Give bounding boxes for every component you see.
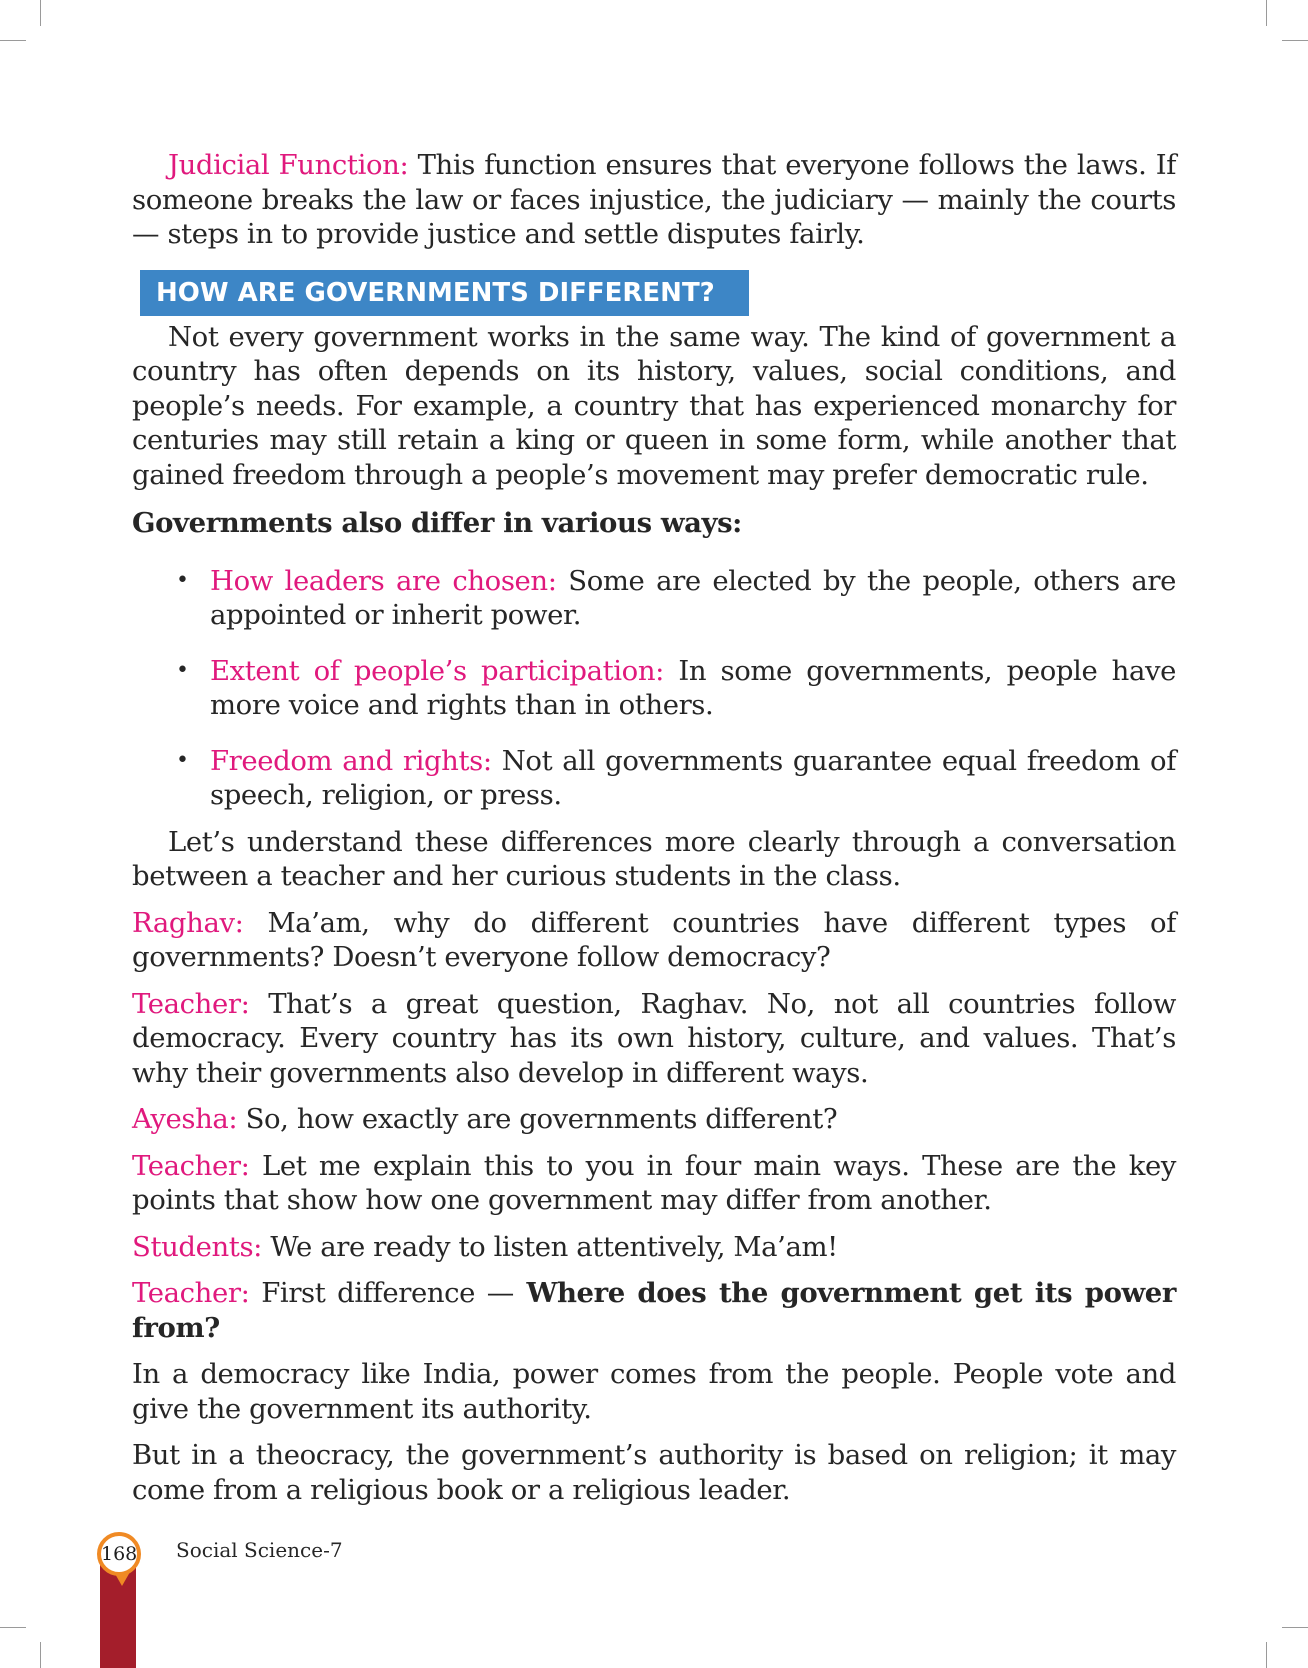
page-content: [132, 148, 1176, 1507]
speaker-name: Students:: [132, 1230, 263, 1263]
bullet-text: Some are elected by the people, others are appointed or inherit power.: [210, 564, 1176, 631]
crop-mark: [40, 0, 41, 26]
judicial-label: Judicial Function:: [168, 149, 409, 181]
crop-mark: [1266, 0, 1267, 26]
judicial-paragraph: [132, 148, 1176, 252]
dialogue-line: [132, 906, 1176, 975]
intro-paragraph: Not every government works in the same way. The kind of government a country has often depends on its history, values, social conditions, and people’s needs. For example, a country that has experienced monarchy for centuries may still retain a king or queen in some form, while another that gained freedom through a people’s movement may prefer democratic rule.: [132, 320, 1176, 491]
speaker-name: Teacher:: [132, 1149, 250, 1182]
dialogue-text: So, how exactly are governments different?: [237, 1103, 838, 1135]
book-title: Social Science-7: [176, 1538, 343, 1562]
bullet-label: Freedom and rights:: [210, 744, 492, 777]
theocracy-paragraph: But in a theocracy, the government’s authority is based on religion; it may come from a religious book or a religious leader.: [132, 1439, 1176, 1506]
differences-list: [132, 564, 1176, 813]
lead-in-paragraph: Let’s understand these differences more clearly through a conversation between a teacher and her curious students in the class.: [132, 825, 1176, 892]
crop-mark: [1282, 1627, 1308, 1628]
speaker-name: Teacher:: [132, 1277, 250, 1309]
dialogue-text: That’s a great question, Raghav. No, not all countries follow democracy. Every country has its own history, culture, and values. That’s why their governments also develop in different ways.: [132, 987, 1176, 1089]
bullet-label: How leaders are chosen:: [210, 564, 557, 597]
crop-mark: [0, 40, 26, 41]
dialogue-text: Ma’am, why do different countries have different types of governments? Doesn’t everyone follow democracy?: [132, 906, 1176, 973]
speaker-name: Raghav:: [132, 906, 244, 939]
speaker-name: Ayesha:: [132, 1103, 238, 1135]
bullet-text: Not all governments guarantee equal freedom of speech, religion, or press.: [210, 744, 1176, 811]
bullet-icon: •: [176, 567, 189, 593]
bullet-label: Extent of people’s participation:: [210, 654, 664, 687]
dialogue-line: [132, 987, 1176, 1091]
democracy-paragraph: In a democracy like India, power comes from the people. People vote and give the government its authority.: [132, 1358, 1176, 1425]
bullet-icon: •: [176, 657, 189, 683]
dialogue-line: [132, 1230, 1176, 1265]
dialogue-text: First difference —: [249, 1277, 514, 1309]
dialogue-text: Let me explain this to you in four main ways. These are the key points that show how one government may differ from another.: [132, 1149, 1176, 1216]
list-item: [132, 654, 1176, 723]
list-item: [132, 744, 1176, 813]
differ-heading: Governments also differ in various ways:: [132, 507, 742, 539]
section-heading: HOW ARE GOVERNMENTS DIFFERENT?: [140, 270, 749, 316]
crop-mark: [1266, 1642, 1267, 1668]
page-number: 168: [97, 1532, 141, 1576]
list-item: [132, 564, 1176, 633]
bullet-text: In some governments, people have more voice and rights than in others.: [210, 654, 1176, 721]
crop-mark: [1282, 40, 1308, 41]
dialogue-text: We are ready to listen attentively, Ma’am!: [262, 1230, 838, 1263]
dialogue-line: [132, 1149, 1176, 1218]
bullet-icon: •: [176, 747, 189, 773]
speaker-name: Teacher:: [132, 987, 250, 1020]
first-difference-line: [132, 1276, 1176, 1345]
crop-mark: [0, 1627, 26, 1628]
first-difference-question: Where does the government get its power from?: [132, 1277, 1176, 1344]
judicial-text: This function ensures that everyone follows the laws. If someone breaks the law or faces injustice, the judiciary — mainly the courts — steps in to provide justice and settle disputes fairly.: [132, 149, 1176, 250]
dialogue-line: [132, 1102, 1176, 1137]
crop-mark: [40, 1642, 41, 1668]
